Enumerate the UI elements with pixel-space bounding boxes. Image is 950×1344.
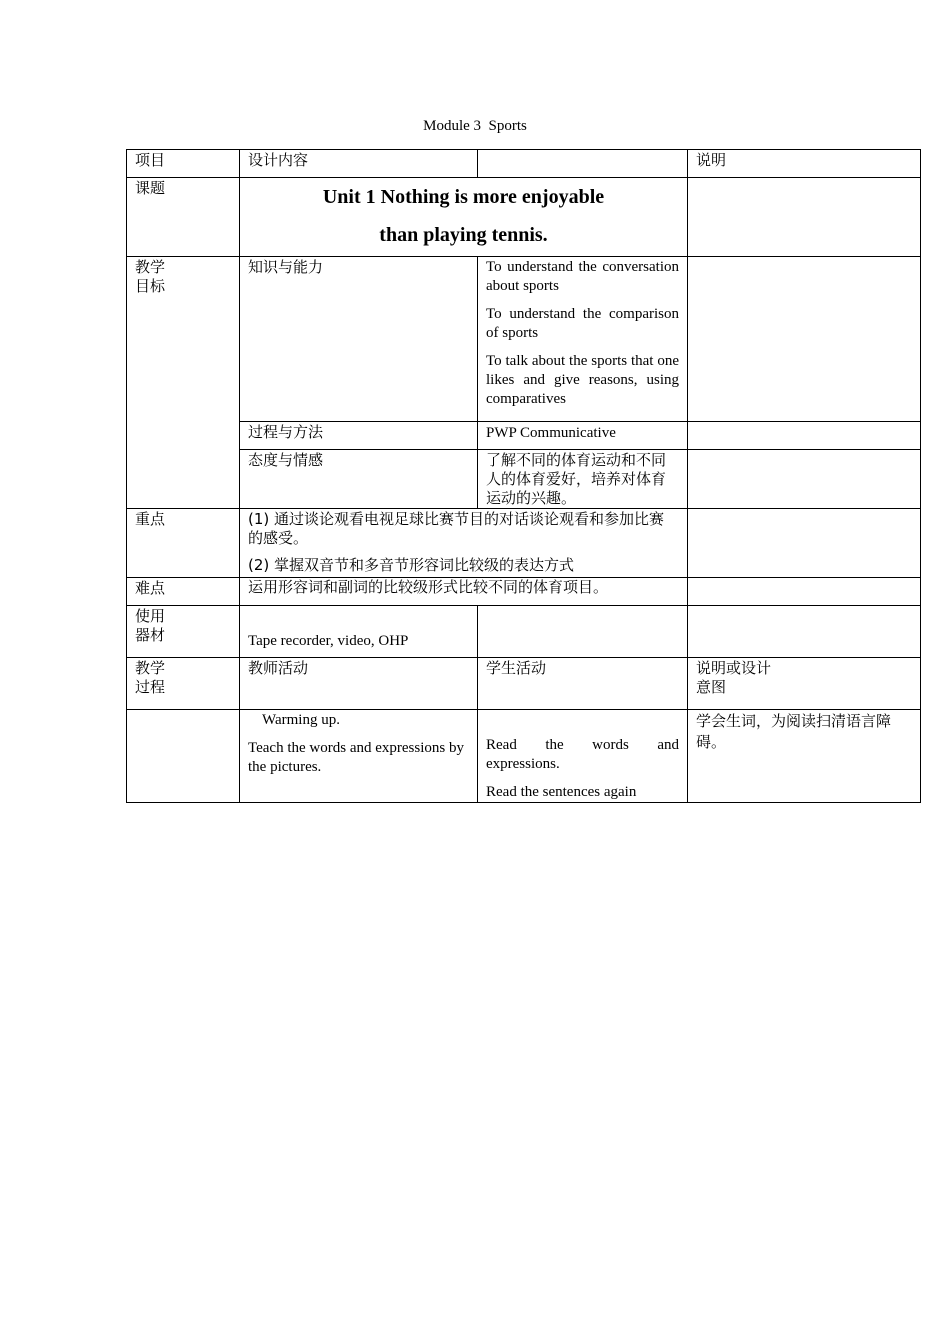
teacher-task: Teach the words and expressions by the pictures. [248,740,464,775]
student-activity-header: 学生活动 [478,658,688,710]
notes-header-line-1: 说明或设计 [696,659,772,677]
process-notes-cell [688,422,921,450]
key-points-cell [240,509,688,578]
activity-label-cell [127,710,240,803]
teacher-activity-cell [240,710,478,803]
process-value: PWP Communicative [478,422,688,450]
knowledge-label: 知识与能力 [240,257,478,422]
attitude-value: 了解不同的体育运动和不同人的体育爱好，培养对体育运动的兴趣。 [478,450,688,509]
notes-header [688,658,921,710]
header-row [127,150,921,178]
header-design-cell: 设计内容 [240,150,478,178]
knowledge-items-cell [478,257,688,422]
teacher-activity-header: 教师活动 [240,658,478,710]
equipment-label [127,606,240,658]
notes-header-line-2: 意图 [696,678,727,696]
procedure-header-row [127,658,921,710]
topic-line-1: Unit 1 Nothing is more enjoyable [322,186,605,208]
knowledge-item-3: To talk about the sports that one likes and give reasons, using comparatives [486,353,679,407]
equipment-label-line-2: 器材 [135,626,166,644]
knowledge-item-1: To understand the conversation about sports [486,259,679,294]
equipment-notes-cell [688,606,921,658]
difficulties-row [127,578,921,606]
objectives-label-line-2: 目标 [135,277,166,295]
header-empty-cell [478,150,688,178]
procedure-label-line-1: 教学 [135,659,166,677]
difficulties-notes-cell [688,578,921,606]
student-activity-cell [478,710,688,803]
topic-notes-cell [688,178,921,257]
key-points-notes-cell [688,509,921,578]
key-points-row [127,509,921,578]
equipment-value: Tape recorder, video, OHP [240,606,478,658]
knowledge-item-2: To understand the comparison of sports [486,306,679,341]
objectives-label-line-1: 教学 [135,258,166,276]
procedure-label-line-2: 过程 [135,678,166,696]
equipment-label-line-1: 使用 [135,607,166,625]
topic-cell [240,178,688,257]
activity-note: 学会生词，为阅读扫清语言障碍。 [688,710,921,803]
key-point-2: (2) 掌握双音节和多音节形容词比较级的表达方式 [248,556,575,574]
objectives-process-row [127,422,921,450]
key-points-label: 重点 [127,509,240,578]
topic-row [127,178,921,257]
knowledge-notes-cell [688,257,921,422]
procedure-label [127,658,240,710]
student-task-2: Read the sentences again [486,784,637,800]
activity-row [127,710,921,803]
header-item-cell: 项目 [127,150,240,178]
topic-line-2: than playing tennis. [379,224,548,246]
objectives-label [127,257,240,509]
header-notes-cell: 说明 [688,150,921,178]
student-task-1: Read the words and expressions. [486,737,679,772]
difficulties-value: 运用形容词和副词的比较级形式比较不同的体育项目。 [240,578,688,606]
objectives-attitude-row [127,450,921,509]
equipment-row [127,606,921,658]
lesson-plan-table [126,149,921,803]
teacher-warmup: Warming up. [262,712,340,728]
objectives-knowledge-row [127,257,921,422]
difficulties-label: 难点 [127,578,240,606]
process-label: 过程与方法 [240,422,478,450]
topic-label: 课题 [127,178,240,257]
attitude-notes-cell [688,450,921,509]
attitude-label: 态度与情感 [240,450,478,509]
page-title: Module 3 Sports [423,118,527,134]
equipment-empty-cell [478,606,688,658]
key-point-1: (1) 通过谈论观看电视足球比赛节目的对话谈论观看和参加比赛的感受。 [248,510,665,547]
